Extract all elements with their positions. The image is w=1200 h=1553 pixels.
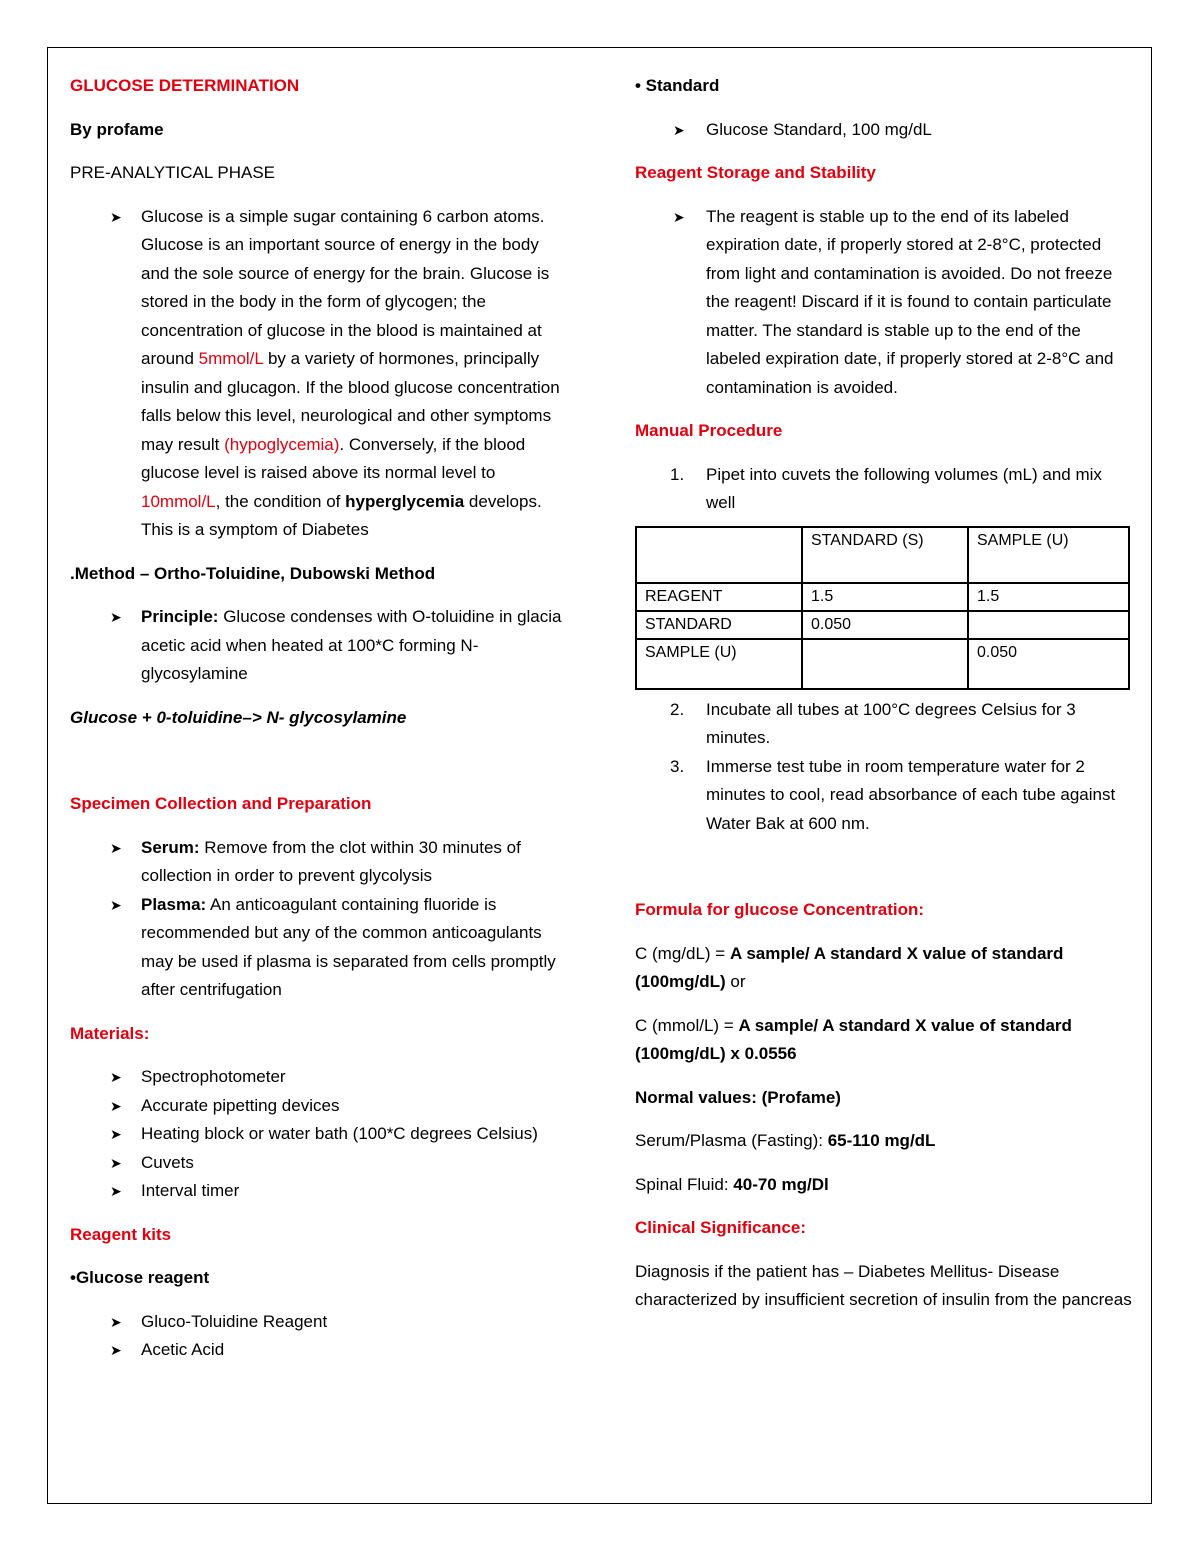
arrow-bullet-icon: ➤ (110, 1183, 122, 1199)
arrow-bullet-icon: ➤ (110, 609, 122, 625)
arrow-bullet-icon: ➤ (110, 1126, 122, 1142)
normal-values-heading: Normal values: (Profame) (635, 1087, 841, 1107)
table-row: SAMPLE (U) 0.050 (636, 639, 1129, 689)
formula-heading: Formula for glucose Concentration: (635, 900, 925, 919)
hypoglycemia-term: (hypoglycemia) (224, 434, 340, 454)
spinal-normal-value: Spinal Fluid: 40-70 mg/Dl (635, 1174, 829, 1194)
high-value: 10mmol/L (141, 491, 216, 511)
intro-paragraph: ➤ Glucose is a simple sugar containing 6 carbon atoms. Glucose is an important source of energy in the body and the sole source of energy for the brain. Glucose is stored in the body in the form of glycogen; the concentration of glucose in the blood is maintained at around 5mmol/L by a variety of hormones, principally insulin and glucagon. If the blood glucose concentration falls below this level, neurological and other symptoms may result (hypoglycemia). Conversely, if the blood glucose level is raised above its normal level to 10mmol/L, the condition of hyperglycemia develops. This is a symptom of Diabetes (70, 203, 570, 545)
reagent-kits-heading: Reagent kits (70, 1224, 172, 1244)
right-column (635, 72, 1135, 1315)
formula-mmol: C (mmol/L) = A sample/ A standard X value of standard (100mg/dL) x 0.0556 (635, 1015, 1072, 1063)
phase-heading: PRE-ANALYTICAL PHASE (70, 163, 276, 182)
arrow-bullet-icon: ➤ (110, 839, 122, 856)
formula-mgdl: C (mg/dL) = A sample/ A standard X value of standard (100mg/dL) or (635, 943, 1064, 991)
author: By profame (70, 119, 164, 139)
arrow-bullet-icon: ➤ (673, 208, 685, 225)
table-row: REAGENT 1.5 1.5 (636, 583, 1129, 611)
method-heading: .Method – Ortho-Toluidine, Dubowski Method (70, 563, 436, 583)
storage-heading: Reagent Storage and Stability (635, 163, 876, 182)
procedure-step: 2. Incubate all tubes at 100°C degrees Celsius for 3 minutes. (670, 699, 1076, 747)
procedure-step: 1. Pipet into cuvets the following volumes (mL) and mix well (670, 464, 1102, 512)
arrow-bullet-icon: ➤ (110, 1342, 122, 1358)
reagent-item: ➤ Acetic Acid (70, 1336, 570, 1365)
table-row: STANDARD 0.050 (636, 611, 1129, 639)
arrow-bullet-icon: ➤ (110, 1069, 122, 1085)
reaction-equation: Glucose + 0-toluidine–> N- glycosylamine (70, 707, 407, 727)
material-item: ➤ Cuvets (70, 1149, 570, 1178)
serum-normal-value: Serum/Plasma (Fasting): 65-110 mg/dL (635, 1131, 936, 1150)
plasma-item: ➤ Plasma: An anticoagulant containing fluoride is recommended but any of the common anticoagulants may be used if plasma is separated from cells promptly after centrifugation (70, 891, 570, 1005)
doc-title: GLUCOSE DETERMINATION (70, 76, 300, 95)
low-value: 5mmol/L (198, 349, 264, 368)
arrow-bullet-icon: ➤ (110, 208, 122, 225)
storage-paragraph: ➤ The reagent is stable up to the end of its labeled expiration date, if properly stored at 2-8°C, protected from light and contamination is avoided. Do not freeze the reagent! Discard if it is found to contain particulate matter. The standard is stable up to the end of the labeled expiration date, if properly stored at 2-8°C and contamination is avoided. (635, 203, 1135, 403)
arrow-bullet-icon: ➤ (110, 1097, 122, 1114)
glucose-reagent-label: •Glucose reagent (70, 1268, 210, 1287)
standard-item: ➤ Glucose Standard, 100 mg/dL (635, 116, 1135, 145)
clinical-heading: Clinical Significance: (635, 1218, 806, 1237)
volumes-table (635, 526, 1130, 690)
arrow-bullet-icon: ➤ (110, 1154, 122, 1171)
procedure-heading: Manual Procedure (635, 421, 783, 440)
arrow-bullet-icon: ➤ (673, 121, 685, 138)
reagent-item: ➤ Gluco-Toluidine Reagent (70, 1308, 570, 1337)
material-item: ➤ Interval timer (70, 1177, 570, 1206)
left-column (70, 72, 570, 1365)
serum-item: ➤ Serum: Remove from the clot within 30 minutes of collection in order to prevent glycolysis (70, 834, 570, 891)
hyperglycemia-term: hyperglycemia (345, 491, 465, 511)
material-item: ➤ Heating block or water bath (100*C degrees Celsius) (70, 1120, 570, 1149)
material-item: ➤ Spectrophotometer (70, 1063, 570, 1092)
clinical-text: Diagnosis if the patient has – Diabetes Mellitus- Disease characterized by insufficient secretion of insulin from the pancreas (635, 1261, 1132, 1309)
materials-heading: Materials: (70, 1023, 150, 1043)
specimen-heading: Specimen Collection and Preparation (70, 794, 372, 813)
procedure-step: 3. Immerse test tube in room temperature water for 2 minutes to cool, read absorbance of each tube against Water Bak at 600 nm. (670, 756, 1116, 833)
arrow-bullet-icon: ➤ (110, 1313, 122, 1330)
table-header-row: STANDARD (S) SAMPLE (U) (636, 527, 1129, 583)
material-item: ➤ Accurate pipetting devices (70, 1092, 570, 1121)
standard-label: • Standard (635, 76, 720, 95)
principle-item: ➤ Principle: Glucose condenses with O-toluidine in glacia acetic acid when heated at 100*C forming N-glycosylamine (70, 603, 570, 689)
arrow-bullet-icon: ➤ (110, 896, 122, 913)
